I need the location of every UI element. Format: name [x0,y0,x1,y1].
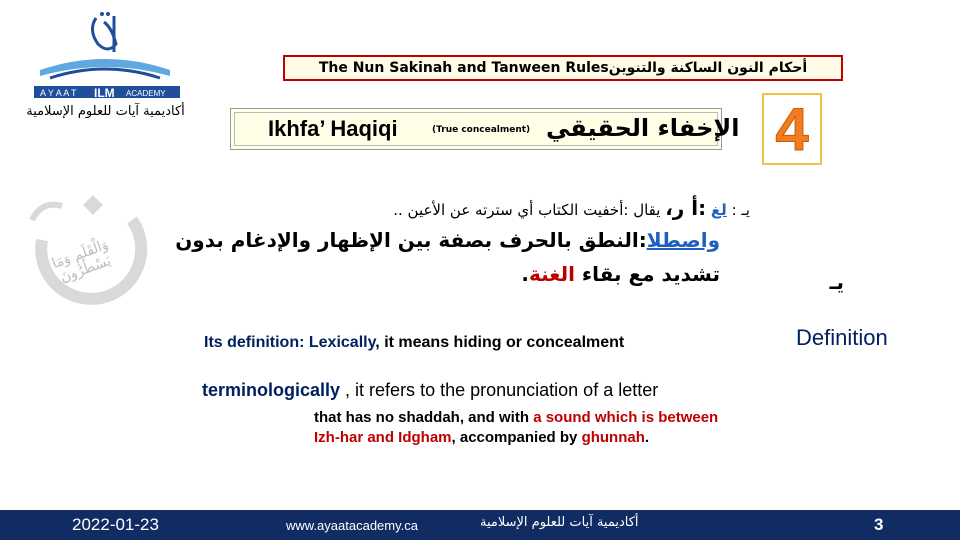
arabic-line1-label: لغ [710,201,727,219]
english-line3-c: . [644,429,650,446]
arabic-line2-label: واصطلا [646,228,720,252]
english-line2-rest: , it refers to the pronunciation of a letter [340,380,659,400]
arabic-line3-ghunnah: الغنة [528,262,575,286]
logo-brand-left: A Y A A T [40,88,77,98]
emblem-verse: وَالْقَلَمِ وَمَا يَسْطُرُونَ [49,236,114,287]
ikhfa-english-note: (True concealment) [432,125,531,135]
rule-number-box [762,93,822,165]
footer-date: 2022-01-23 [72,515,159,534]
ikhfa-english-title: Ikhfa’ Haqiqi [268,116,398,141]
arabic-line1-prefix: يـ : [731,201,750,219]
arabic-line1-word: :أ ر، [665,196,707,220]
english-line3-a: that has no shaddah, and with [314,409,534,426]
english-terminologically: terminologically [202,380,341,400]
english-line3-b: , accompanied by [451,429,582,446]
english-line1-rest: , it means hiding or concealment [375,334,625,351]
logo-brand-right: ACADEMY [126,89,166,98]
side-ya-letter: يـ [829,270,844,294]
arabic-line3-main: تشديد مع بقاء [581,262,720,286]
ikhfa-arabic-title: الإخفاء الحقيقي [546,114,740,142]
english-definition-line1 [204,334,624,352]
footer-page-number: 3 [874,515,884,534]
footer-arabic-name: أكاديمية آيات للعلوم الإسلامية [480,515,639,530]
logo-arabic-name: أكاديمية آيات للعلوم الإسلامية [26,104,185,119]
definition-label: Definition [796,325,888,350]
english-line3-ghunnah: ghunnah [581,429,645,446]
english-definition-line2 [202,380,658,401]
arabic-definition-line3 [521,262,720,286]
english-line3-sound: a sound which is between Izh-har and Idgham [314,409,719,446]
slide-title: The Nun Sakinah and Tanween Rulesأحكام النون الساكنة والتنوين [283,55,843,81]
arabic-line1-rest: يقال :أخفيت الكتاب أي سترته عن الأعين .. [393,201,661,219]
arabic-line3-end: . [521,262,529,286]
footer-website: www.ayaatacademy.ca [286,518,418,533]
arabic-definition-line2 [175,228,720,252]
arabic-definition-line1 [393,196,750,220]
logo-brand-mid: ILM [94,86,115,100]
english-lexically: Its definition: Lexically [204,334,376,351]
rule-number: 4 [775,95,809,163]
english-definition-line3 [314,408,734,448]
arabic-line2-rest: :النطق بالحرف بصفة بين الإظهار والإدغام بدون [175,228,647,252]
logo-graphic [10,8,200,108]
